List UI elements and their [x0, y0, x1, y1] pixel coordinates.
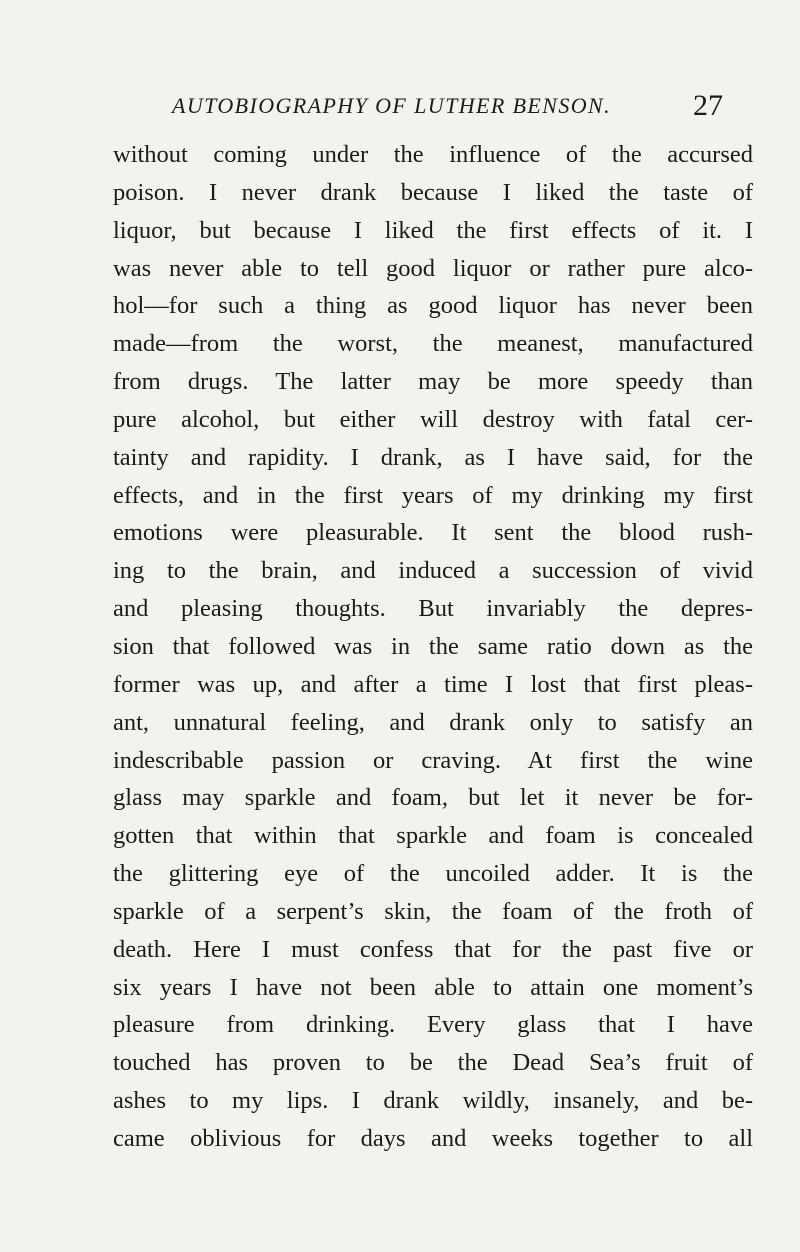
- text-line: former was up, and after a time I lost that first pleas-: [113, 670, 753, 698]
- text-line: and pleasing thoughts. But invariably the depres-: [113, 595, 753, 623]
- text-line: from drugs. The latter may be more speedy than: [113, 368, 753, 396]
- text-line: made—from the worst, the meanest, manufactured: [113, 330, 753, 358]
- body-text: [113, 136, 753, 1158]
- text-line: six years I have not been able to attain one moment’s: [113, 973, 753, 1001]
- page-number: 27: [693, 89, 723, 122]
- text-line: was never able to tell good liquor or rather pure alco-: [113, 254, 753, 282]
- text-line: pure alcohol, but either will destroy with fatal cer-: [113, 405, 753, 433]
- text-line: tainty and rapidity. I drank, as I have said, for the: [113, 443, 753, 471]
- text-line: hol—for such a thing as good liquor has never been: [113, 292, 753, 320]
- text-line: the glittering eye of the uncoiled adder. It is the: [113, 860, 753, 888]
- text-line: liquor, but because I liked the first effects of it. I: [113, 216, 753, 244]
- text-line: sion that followed was in the same ratio down as the: [113, 632, 753, 660]
- text-line: effects, and in the first years of my drinking my first: [113, 481, 753, 509]
- text-line: ing to the brain, and induced a succession of vivid: [113, 557, 753, 585]
- text-line: ant, unnatural feeling, and drank only to satisfy an: [113, 708, 753, 736]
- text-line: glass may sparkle and foam, but let it never be for-: [113, 784, 753, 812]
- text-line: came oblivious for days and weeks together to all: [113, 1124, 753, 1152]
- text-line: without coming under the influence of the accursed: [113, 141, 753, 168]
- text-line: ashes to my lips. I drank wildly, insanely, and be-: [113, 1087, 753, 1115]
- text-line: pleasure from drinking. Every glass that I have: [113, 1011, 753, 1039]
- text-line: poison. I never drank because I liked the taste of: [113, 178, 753, 206]
- text-line: touched has proven to be the Dead Sea’s fruit of: [113, 1049, 753, 1077]
- text-line: emotions were pleasurable. It sent the blood rush-: [113, 519, 753, 547]
- running-head: [0, 89, 800, 129]
- text-line: sparkle of a serpent’s skin, the foam of the froth of: [113, 897, 753, 925]
- running-title: AUTOBIOGRAPHY OF LUTHER BENSON.: [172, 93, 611, 118]
- text-line: death. Here I must confess that for the past five or: [113, 935, 753, 963]
- text-line: indescribable passion or craving. At first the wine: [113, 746, 753, 774]
- text-line: gotten that within that sparkle and foam is concealed: [113, 822, 753, 850]
